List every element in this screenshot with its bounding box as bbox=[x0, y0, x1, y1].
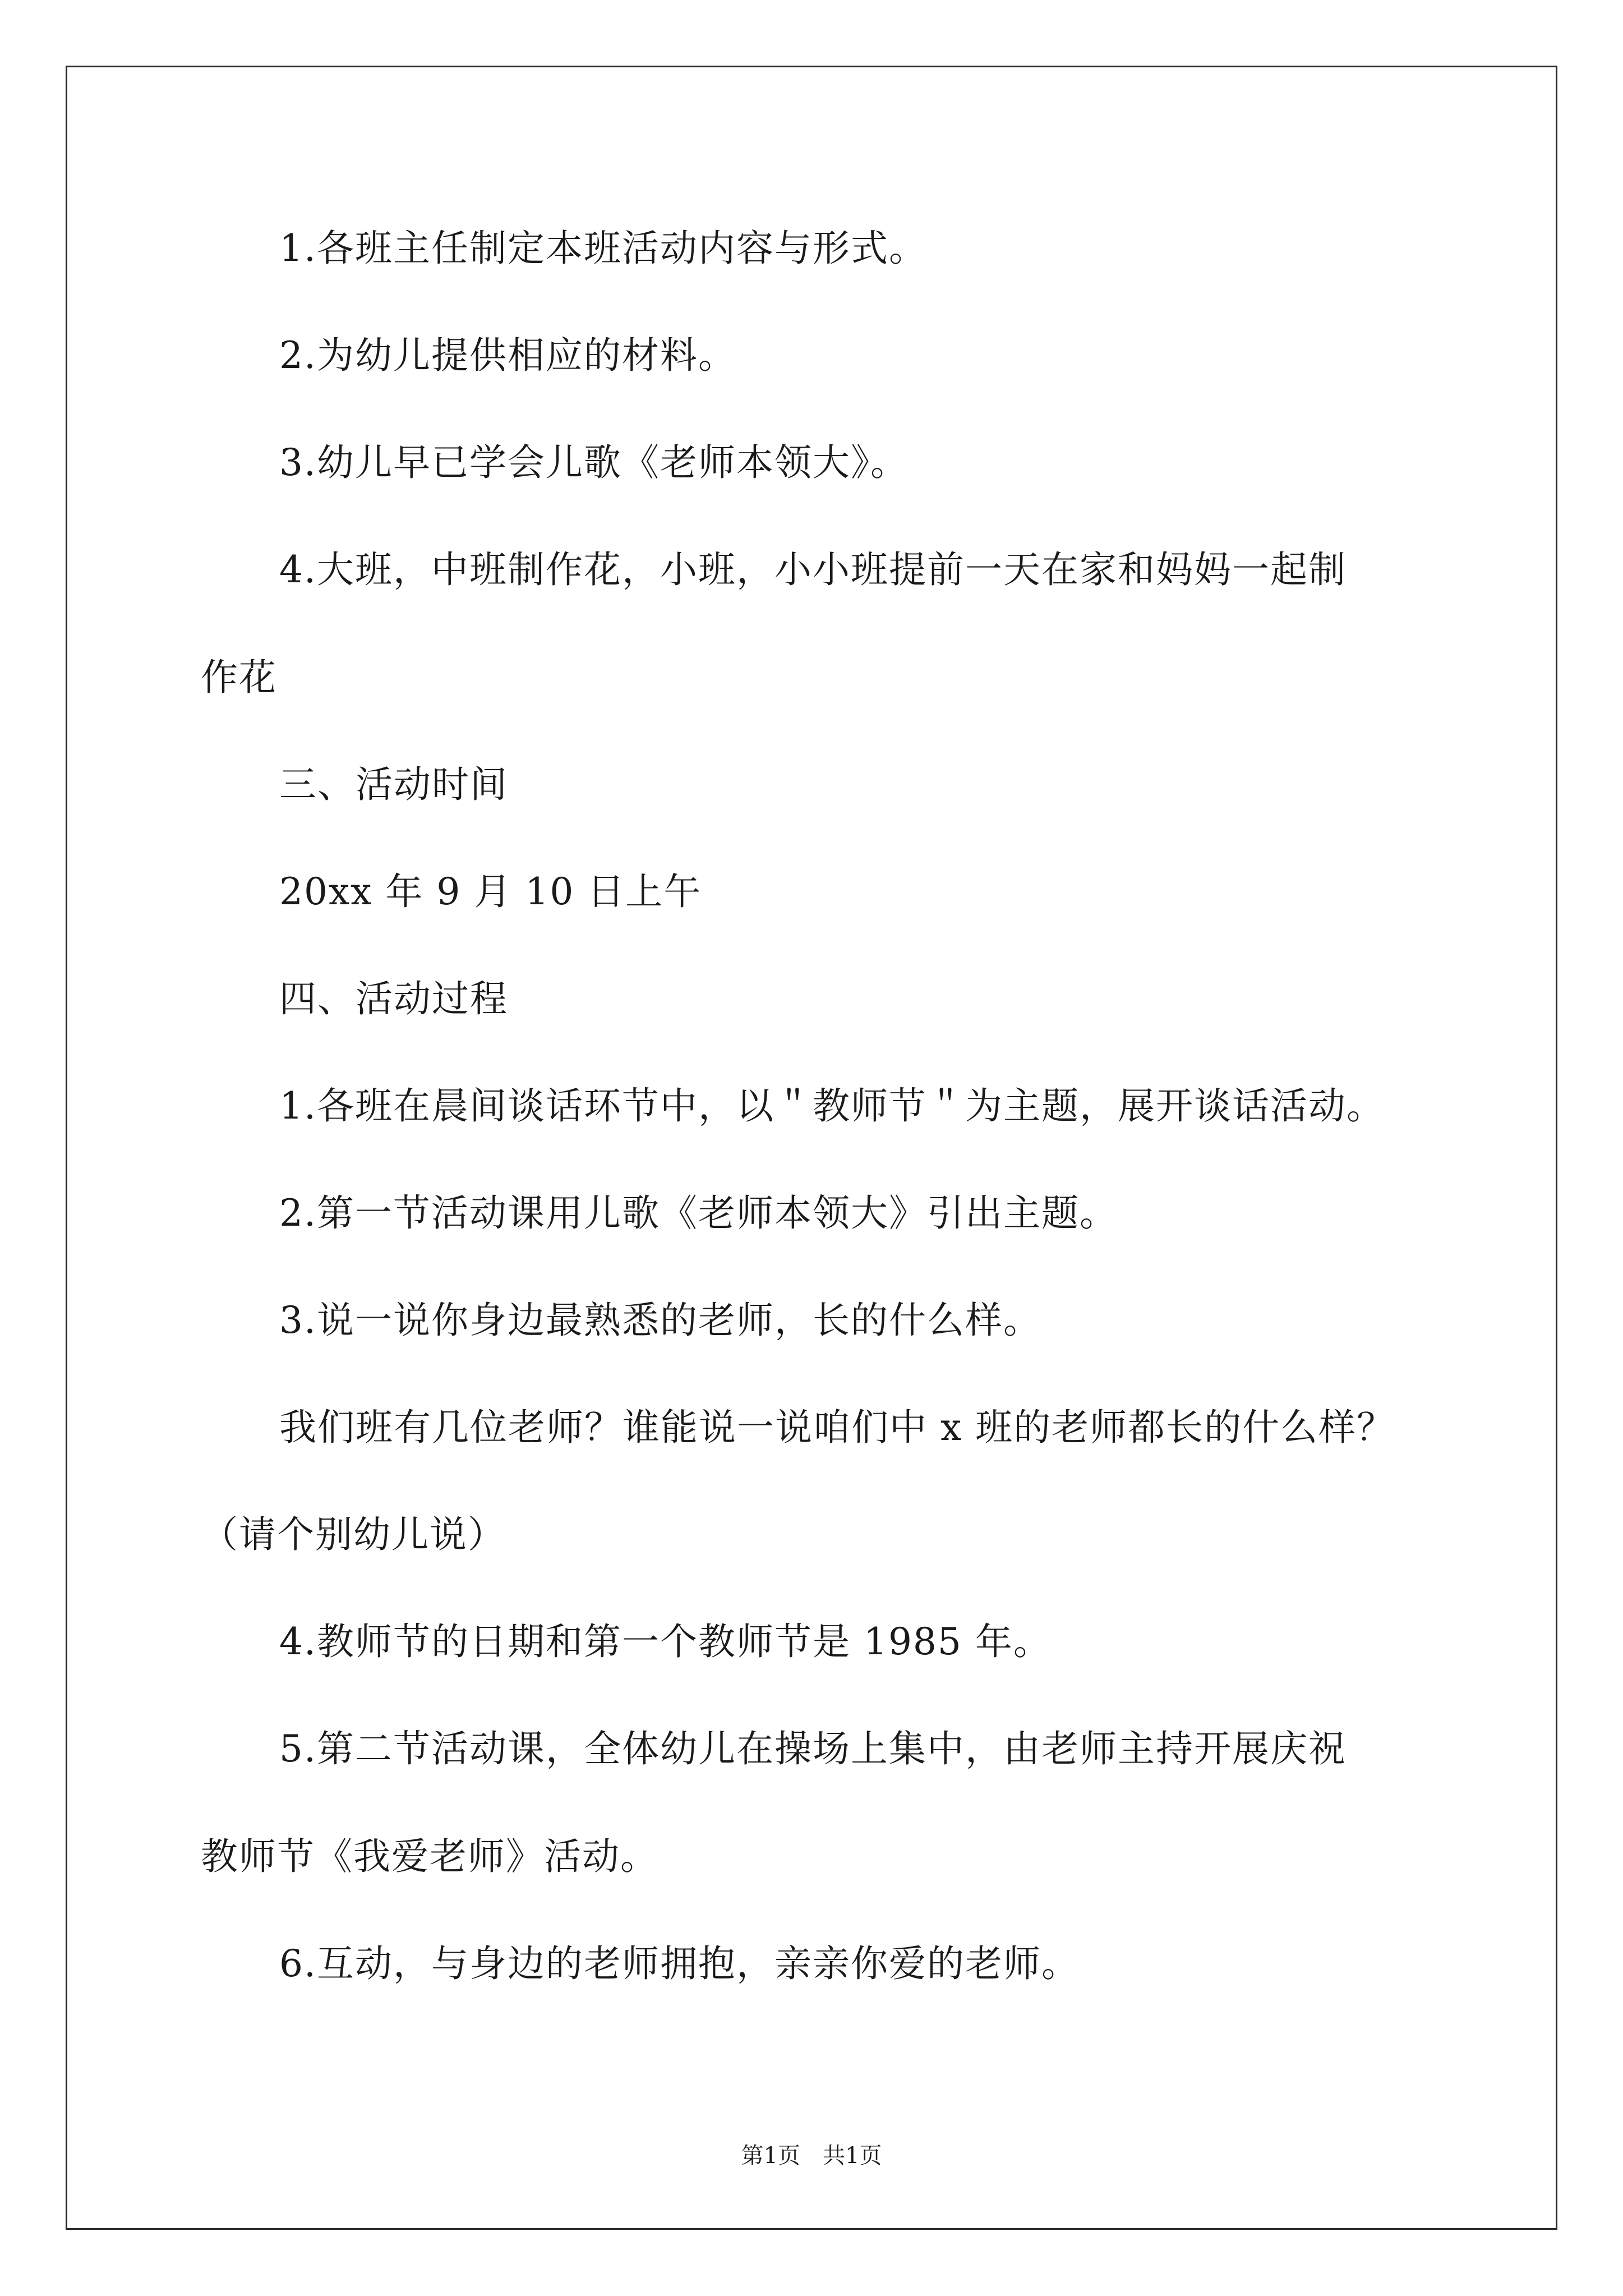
paragraph-line: 20xx 年 9 月 10 日上午 bbox=[279, 870, 702, 913]
paragraph-line: 2.为幼儿提供相应的材料。 bbox=[279, 334, 736, 377]
section-heading: 四、活动过程 bbox=[279, 977, 508, 1020]
paragraph-line: 3.幼儿早已学会儿歌《老师本领大》。 bbox=[279, 441, 909, 484]
paragraph-line: 3.说一说你身边最熟悉的老师，长的什么样。 bbox=[279, 1299, 1041, 1342]
paragraph-line: 1.各班主任制定本班活动内容与形式。 bbox=[279, 227, 927, 270]
paragraph-line: 2.第一节活动课用儿歌《老师本领大》引出主题。 bbox=[279, 1191, 1118, 1235]
paragraph-line: （请个别幼儿说） bbox=[201, 1513, 506, 1556]
paragraph-line: 4.大班，中班制作花，小班，小小班提前一天在家和妈妈一起制 bbox=[279, 548, 1347, 591]
section-heading: 三、活动时间 bbox=[279, 763, 508, 806]
paragraph-line: 1.各班在晨间谈话环节中，以＂教师节＂为主题，展开谈话活动。 bbox=[279, 1084, 1385, 1128]
paragraph-line: 5.第二节活动课，全体幼儿在操场上集中，由老师主持开展庆祝 bbox=[279, 1727, 1347, 1770]
paragraph-line: 作花 bbox=[201, 656, 277, 699]
paragraph-line: 教师节《我爱老师》活动。 bbox=[201, 1835, 658, 1878]
paragraph-line: 我们班有几位老师？谁能说一说咱们中 x 班的老师都长的什么样？ bbox=[279, 1406, 1395, 1449]
page-footer: 第1页 共1页 bbox=[741, 2143, 882, 2169]
paragraph-line: 4.教师节的日期和第一个教师节是 1985 年。 bbox=[279, 1620, 1052, 1663]
paragraph-line: 6.互动，与身边的老师拥抱，亲亲你爱的老师。 bbox=[279, 1942, 1080, 1985]
page-border bbox=[66, 66, 1557, 2230]
